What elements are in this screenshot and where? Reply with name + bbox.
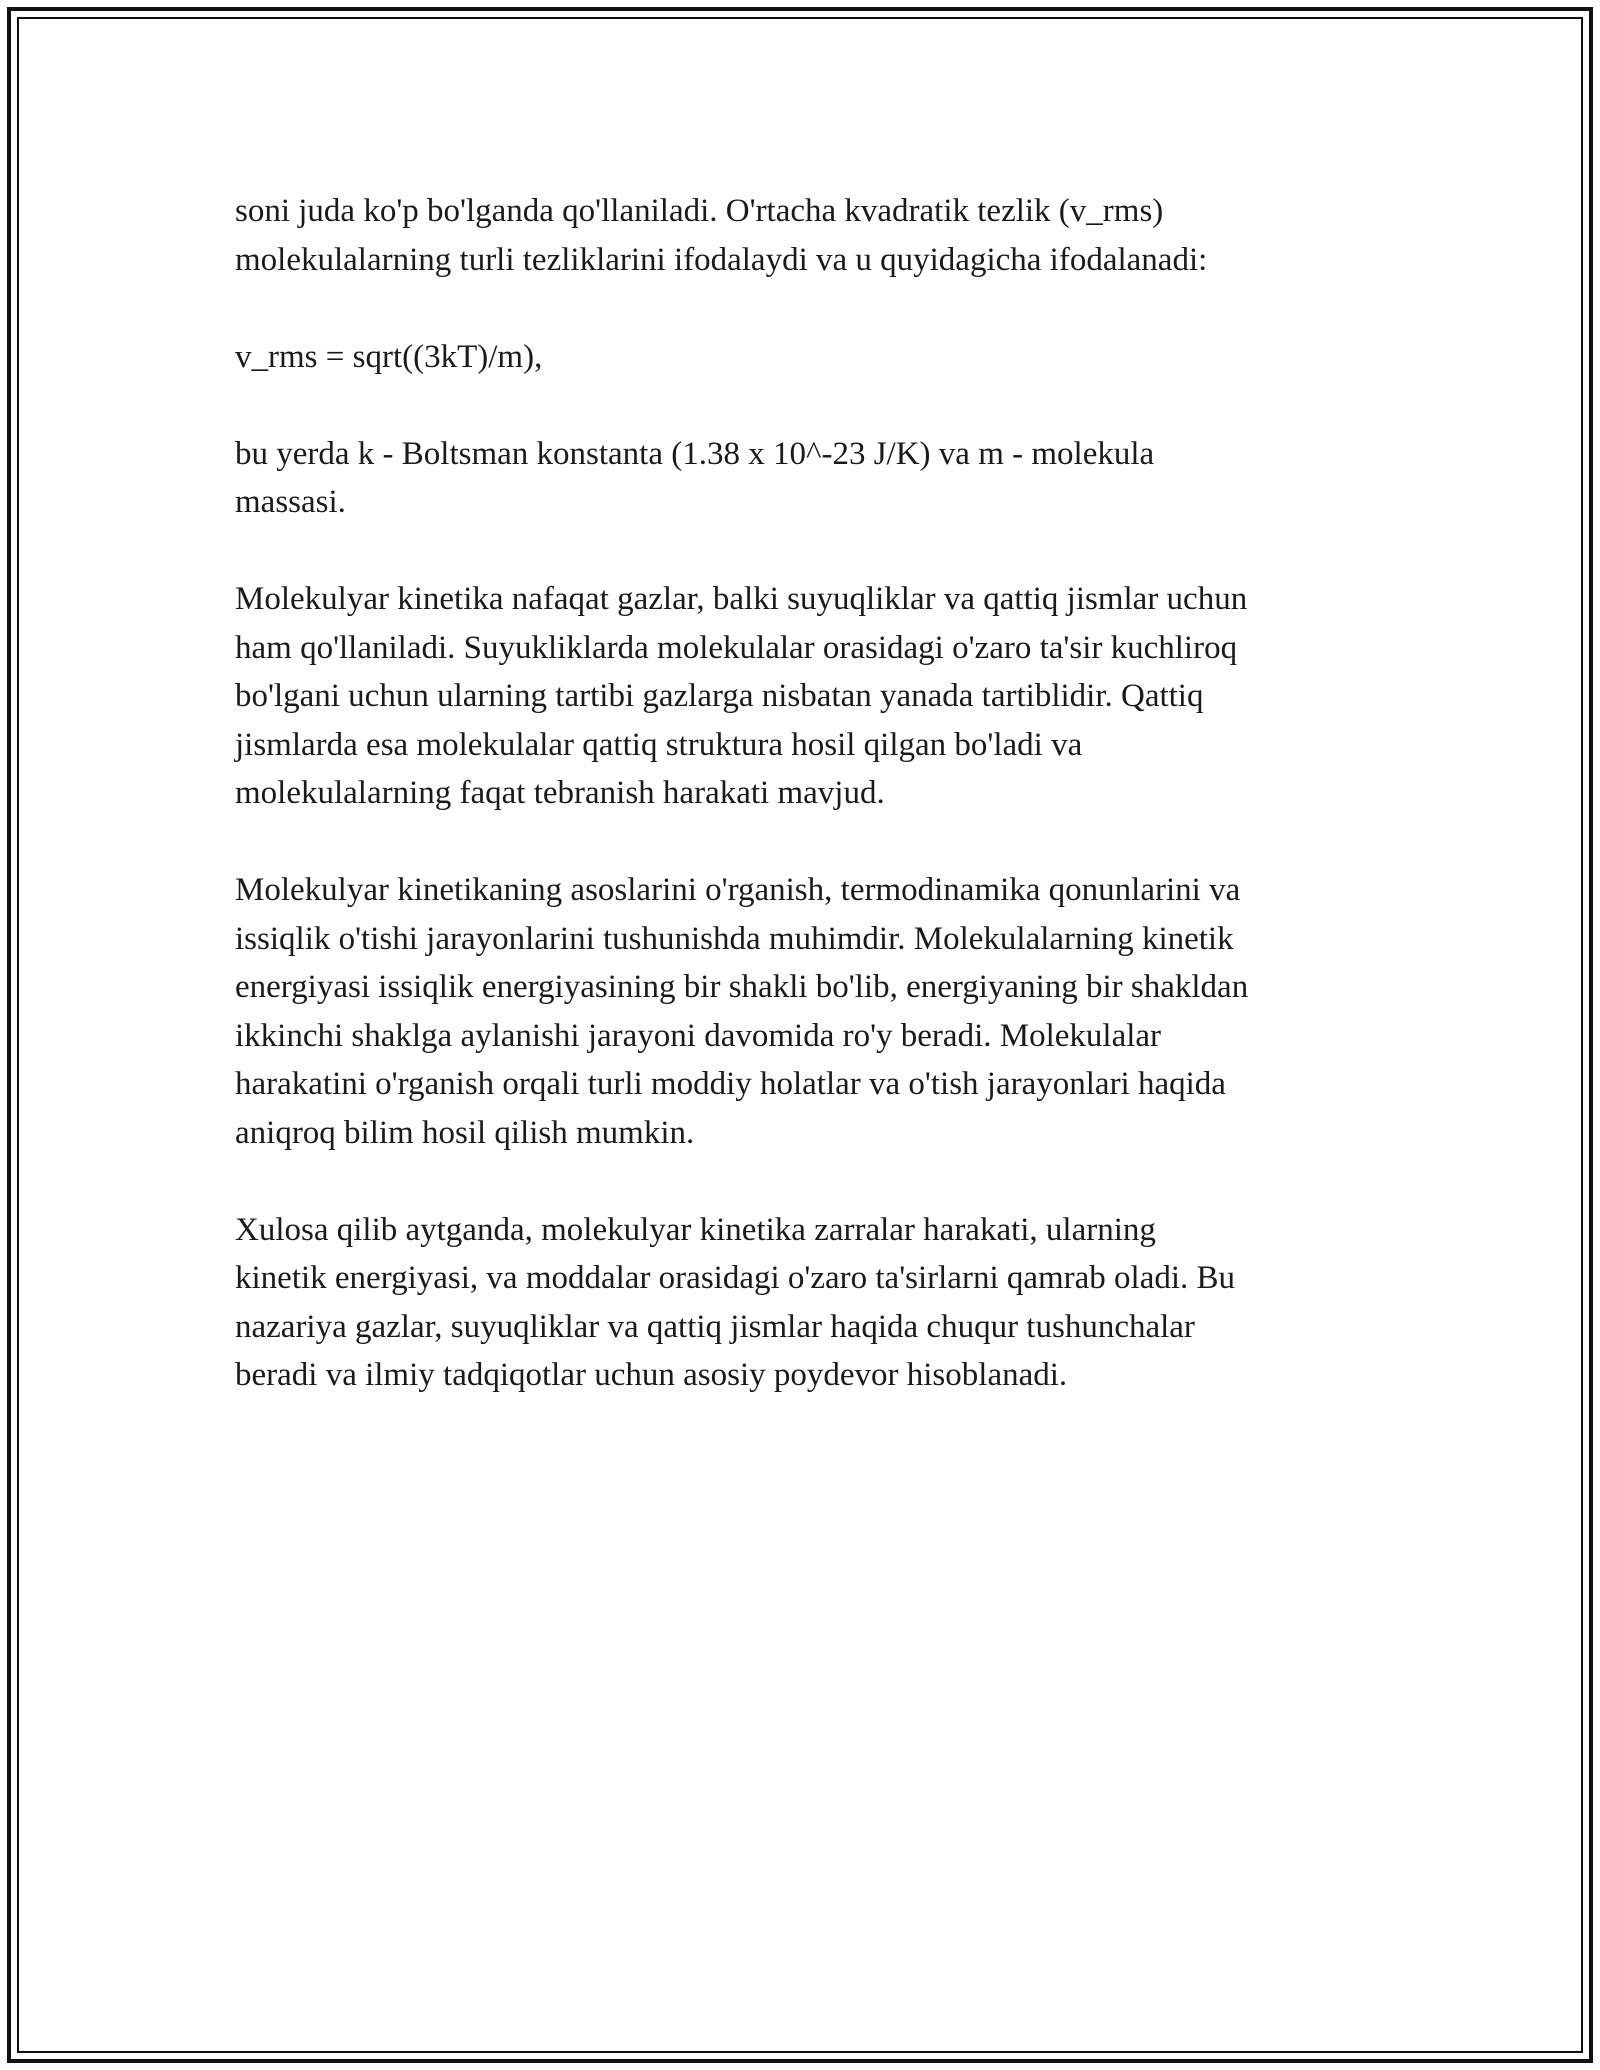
paragraph-rms-intro: soni juda ko'p bo'lganda qo'llaniladi. O'rtacha kvadratik tezlik (v_rms) molekulalarning turli tezliklarini ifodalaydi va u quyidagicha ifodalanadi:	[235, 193, 1208, 278]
document-body	[235, 187, 1370, 1448]
formula-v-rms: v_rms = sqrt((3kT)/m),	[235, 338, 543, 375]
paragraph-conclusion: Xulosa qilib aytganda, molekulyar kinetika zarralar harakati, ularning kinetik energiyasi, va moddalar orasidagi o'zaro ta'sirlarni qamrab oladi. Bu nazariya gazlar, suyuqliklar va qattiq jismlar haqida chuqur tushunchalar beradi va ilmiy tadqiqotlar uchun asosiy poydevor hisoblanadi.	[235, 1211, 1236, 1393]
paragraph-boltzmann-definition: bu yerda k - Boltsman konstanta (1.38 x 10^-23 J/K) va m - molekula massasi.	[235, 435, 1155, 520]
paragraph-states-of-matter: Molekulyar kinetika nafaqat gazlar, balki suyuqliklar va qattiq jismlar uchun ham qo'llaniladi. Suyukliklarda molekulalar orasidagi o'zaro ta'sir kuchliroq bo'lgani uchun ularning tartibi gazlarga nisbatan yanada tartiblidir. Qattiq jismlarda esa molekulalar qattiq struktura hosil qilgan bo'ladi va molekulalarning faqat tebranish harakati mavjud.	[235, 581, 1248, 811]
paragraph-thermodynamics: Molekulyar kinetikaning asoslarini o'rganish, termodinamika qonunlarini va issiqlik o'tishi jarayonlarini tushunishda muhimdir. Molekulalarning kinetik energiyasi issiqlik energiyasining bir shakli bo'lib, energiyaning bir shakldan ikkinchi shaklga aylanishi jarayoni davomida ro'y beradi. Molekulalar harakatini o'rganish orqali turli moddiy holatlar va o'tish jarayonlari haqida aniqroq bilim hosil qilish mumkin.	[235, 872, 1249, 1151]
